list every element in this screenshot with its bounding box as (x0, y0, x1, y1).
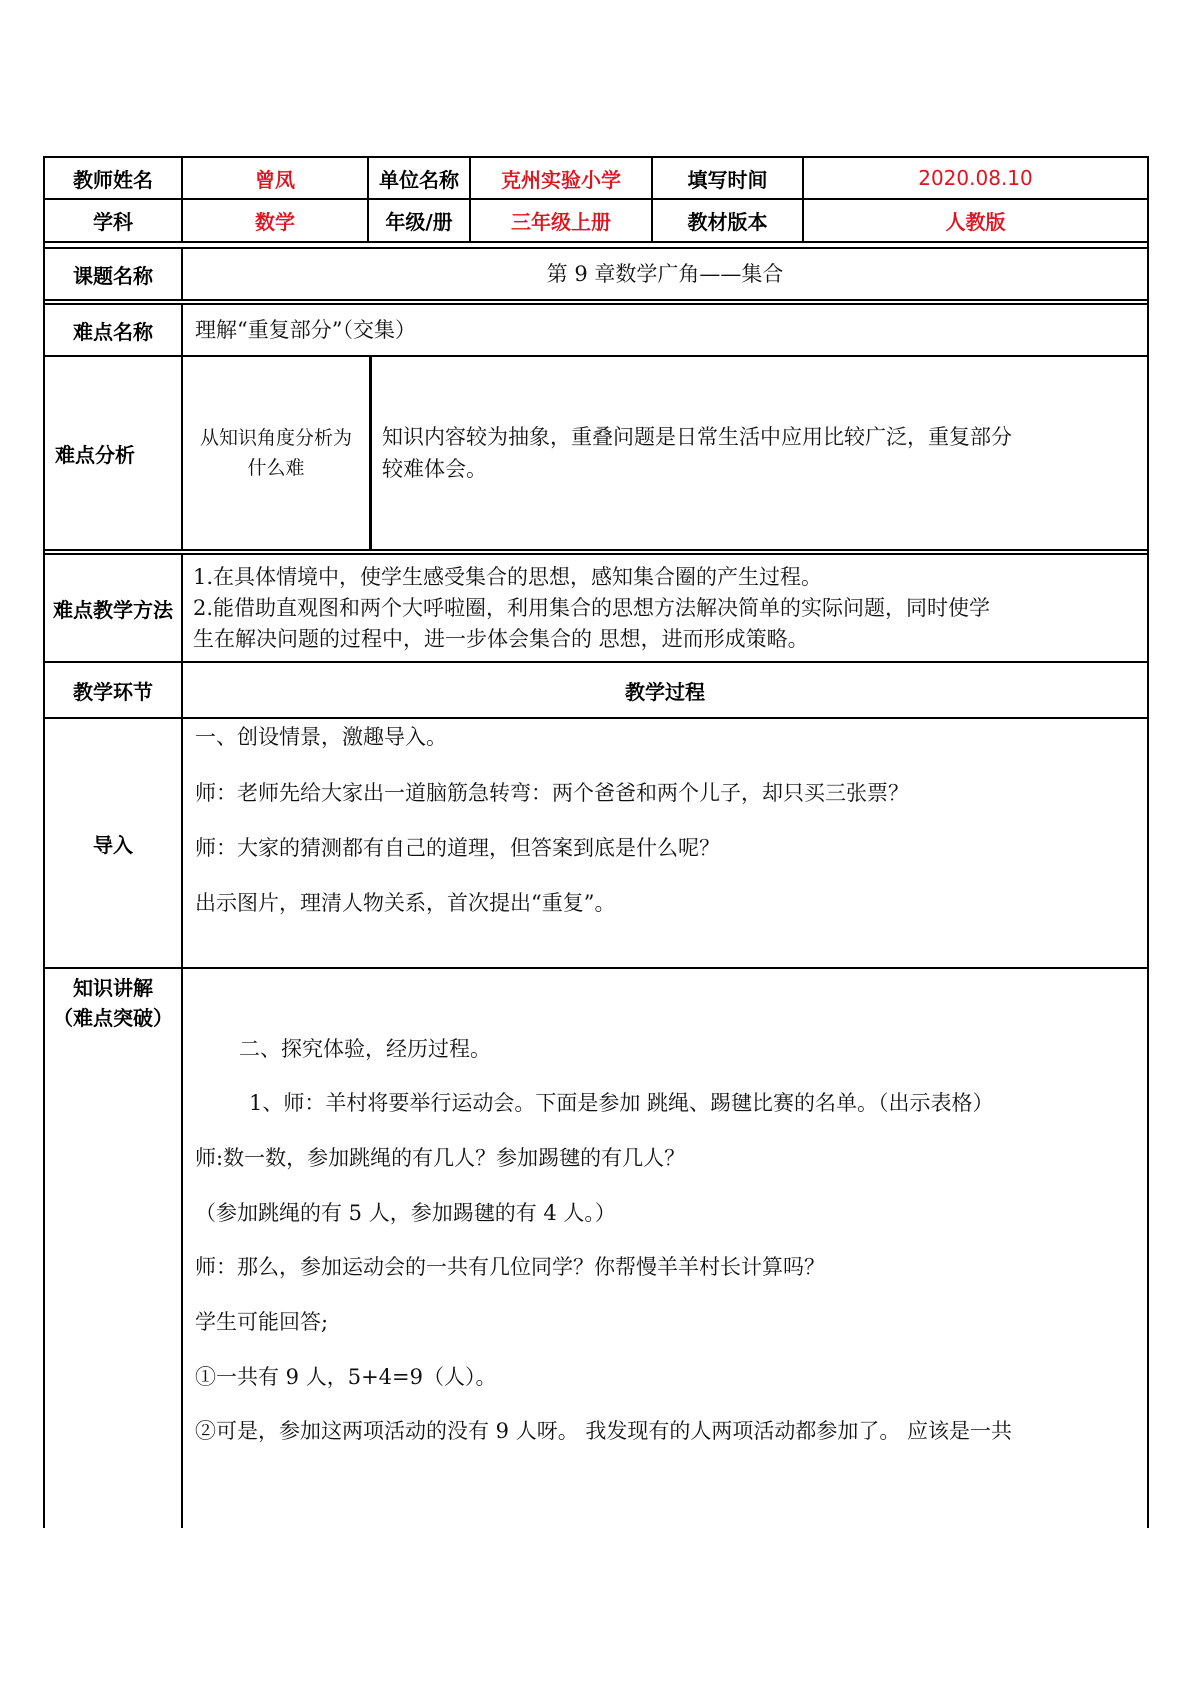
method-line-3: 生在解决问题的过程中，进一步体会集合的 思想，进而形成策略。 (193, 626, 809, 651)
intro-line-2: 师：老师先给大家出一道脑筋急转弯：两个爸爸和两个儿子，却只买三张票？ (195, 781, 909, 805)
knowledge-line-5: 师：那么，参加运动会的一共有几位同学？你帮慢羊羊村长计算吗？ (195, 1255, 825, 1279)
method-row (45, 555, 1147, 663)
method-text (183, 555, 1147, 661)
method-line-1: 1.在具体情境中，使学生感受集合的思想，感知集合圈的产生过程。 (193, 564, 823, 589)
difficulty-value: 理解“重复部分”（交集） (195, 318, 416, 342)
lesson-plan-table (43, 156, 1149, 1528)
stage-header: 教学环节 (73, 679, 153, 704)
topic-value: 第 9 章数学广角——集合 (546, 262, 784, 286)
difficulty-row (45, 305, 1147, 357)
header-row-2 (45, 200, 1147, 243)
analysis-row (45, 357, 1147, 551)
analysis-text (372, 357, 1147, 549)
knowledge-label-line-1: 知识讲解 (73, 976, 153, 1000)
teacher-name-value: 曾凤 (255, 167, 295, 192)
analysis-sublabel-line-1: 从知识角度分析为 (199, 427, 352, 449)
intro-line-3: 师：大家的猜测都有自己的道理，但答案到底是什么呢？ (195, 836, 720, 860)
knowledge-row (45, 969, 1147, 1528)
knowledge-line-6: 学生可能回答; (195, 1310, 329, 1334)
knowledge-line-8: ②可是，参加这两项活动的没有 9 人呀。 我发现有的人两项活动都参加了。 应该是一共 (195, 1419, 1013, 1443)
intro-line-1: 一、创设情景，激趣导入。 (195, 725, 447, 749)
process-header-row (45, 663, 1147, 719)
method-line-2: 2.能借助直观图和两个大呼啦圈，利用集合的思想方法解决简单的实际问题，同时使学 (193, 595, 991, 620)
knowledge-line-2: 1、师：羊村将要举行运动会。下面是参加 跳绳、踢毽比赛的名单。（出示表格） (249, 1091, 994, 1115)
subject-label: 学科 (93, 210, 133, 234)
analysis-sublabel (183, 357, 369, 549)
intro-label: 导入 (93, 832, 133, 857)
knowledge-label (45, 973, 181, 1033)
knowledge-label-line-2: （难点突破） (53, 1006, 173, 1030)
method-label: 难点教学方法 (53, 597, 173, 622)
topic-label: 课题名称 (73, 263, 153, 288)
grade-label: 年级/册 (385, 210, 453, 234)
unit-name-value: 克州实验小学 (501, 167, 621, 192)
knowledge-line-4: （参加跳绳的有 5 人，参加踢毽的有 4 人。） (195, 1201, 616, 1225)
edition-value: 人教版 (945, 210, 1006, 234)
intro-row (45, 719, 1147, 969)
knowledge-line-3: 师:数一数，参加跳绳的有几人？参加踢毽的有几人？ (195, 1146, 686, 1170)
analysis-sublabel-line-2: 什么难 (247, 457, 305, 479)
knowledge-line-1: 二、探究体验，经历过程。 (239, 1037, 491, 1061)
process-header: 教学过程 (625, 679, 705, 704)
edition-label: 教材版本 (687, 210, 768, 234)
analysis-line-1: 知识内容较为抽象，重叠问题是日常生活中应用比较广泛，重复部分 (382, 425, 1012, 449)
teacher-name-label: 教师姓名 (73, 167, 153, 192)
analysis-label: 难点分析 (55, 442, 135, 467)
intro-content (183, 719, 1147, 967)
analysis-line-2: 较难体会。 (382, 457, 487, 481)
topic-row (45, 249, 1147, 301)
unit-name-label: 单位名称 (379, 167, 459, 192)
fill-time-label: 填写时间 (687, 167, 768, 192)
intro-line-4: 出示图片，理清人物关系，首次提出“重复”。 (195, 891, 616, 915)
knowledge-content (183, 969, 1147, 1528)
subject-value: 数学 (255, 210, 295, 234)
fill-time-value: 2020.08.10 (918, 166, 1033, 190)
knowledge-line-7: ①一共有 9 人，5+4=9（人）。 (195, 1365, 497, 1389)
header-row-1 (45, 158, 1147, 200)
grade-value: 三年级上册 (511, 210, 611, 234)
difficulty-label: 难点名称 (73, 319, 153, 344)
